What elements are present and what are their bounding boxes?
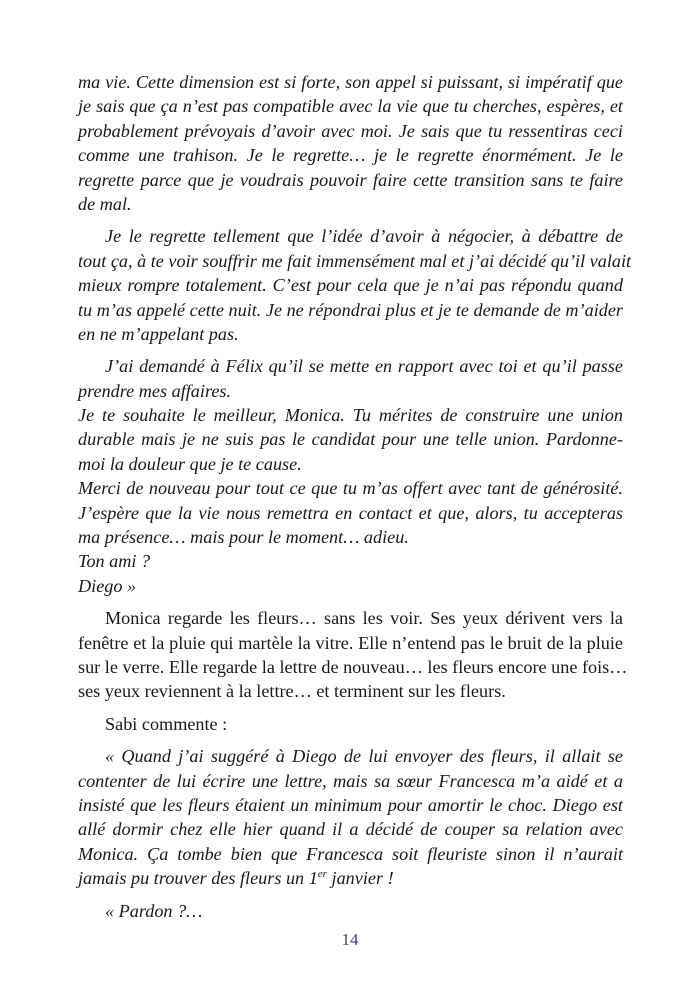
ordinal-superscript: er (317, 868, 327, 881)
text-line: Monica regarde les fleurs… sans les voir. Ses yeux dérivent vers la (105, 608, 623, 629)
text-line: regrette parce que je voudrais pouvoir faire cette transition sans te faire (78, 169, 623, 190)
text-line: en ne m’appelant pas. (78, 323, 239, 344)
text-line: contenter de lui écrire une lettre, mais sa sœur Francesca m’a aidé et a (78, 770, 623, 791)
text-line: ses yeux reviennent à la lettre… et terminent sur les fleurs. (78, 681, 506, 702)
text-line: Merci de nouveau pour tout ce que tu m’as offert avec tant de générosité. (78, 478, 623, 499)
text-line: Monica. Ça tombe bien que Francesca soit fleuriste sinon il n’aurait (78, 843, 623, 864)
text-line: comme une trahison. Je le regrette… je le regrette énormément. Je le (78, 145, 623, 166)
text-fragment: jamais pu trouver des fleurs un 1 (78, 868, 318, 889)
text-line: tout ça, à te voir souffrir me fait immensément mal et j’ai décidé qu’il valait (78, 250, 632, 271)
paragraph-letter-closing (78, 354, 623, 598)
paragraph-sabi-quote (78, 744, 623, 890)
text-line: « Pardon ?… (105, 900, 203, 921)
text-line: probablement prévoyais d’avoir avec moi. Je sais que tu ressentiras ceci (78, 120, 623, 141)
text-line (78, 866, 623, 890)
text-line: J’ai demandé à Félix qu’il se mette en rapport avec toi et qu’il passe (105, 356, 623, 377)
paragraph-sabi-intro (78, 712, 623, 736)
text-line: Ton ami ? (78, 551, 151, 572)
text-line: insisté que les fleurs étaient un minimum pour amortir le choc. Diego est (78, 794, 623, 815)
text-line: moi la douleur que je te cause. (78, 453, 302, 474)
text-line: durable mais je ne suis pas le candidat pour une telle union. Pardonne- (78, 429, 623, 450)
text-line: prendre mes affaires. (78, 380, 232, 401)
text-line: tu m’as appelé cette nuit. Je ne répondrai plus et je te demande de m’aider (78, 299, 623, 320)
text-fragment: janvier ! (326, 868, 394, 889)
text-line: de mal. (78, 193, 132, 214)
text-line: J’espère que la vie nous remettra en contact et que, alors, tu accepteras (78, 502, 623, 523)
text-line: Je te souhaite le meilleur, Monica. Tu mérites de construire une union (78, 405, 623, 426)
text-line: allé dormir chez elle hier quand il a décidé de couper sa relation avec (78, 819, 623, 840)
text-line: ma présence… mais pour le moment… adieu. (78, 527, 409, 548)
text-line: Diego » (78, 575, 137, 596)
text-line: fenêtre et la pluie qui martèle la vitre. Elle n’entend pas le bruit de la pluie (78, 632, 623, 653)
paragraph-pardon (78, 899, 623, 923)
paragraph-narration (78, 606, 628, 704)
paragraph-letter-regret (78, 224, 632, 346)
paragraph-letter-continuation (78, 70, 623, 216)
document-body (78, 70, 632, 923)
text-line: mieux rompre totalement. C’est pour cela que je n’ai pas répondu quand (78, 275, 623, 296)
text-line: Je le regrette tellement que l’idée d’avoir à négocier, à débattre de (105, 226, 623, 247)
text-line: Sabi commente : (105, 713, 228, 734)
text-line: sur le verre. Elle regarde la lettre de nouveau… les fleurs encore une fois… (78, 656, 628, 677)
text-line: « Quand j’ai suggéré à Diego de lui envoyer des fleurs, il allait se (105, 746, 623, 767)
text-line: je sais que ça n’est pas compatible avec la vie que tu cherches, espères, et (78, 96, 623, 117)
text-line: ma vie. Cette dimension est si forte, son appel si puissant, si impératif que (78, 72, 623, 92)
page-number: 14 (341, 930, 359, 949)
